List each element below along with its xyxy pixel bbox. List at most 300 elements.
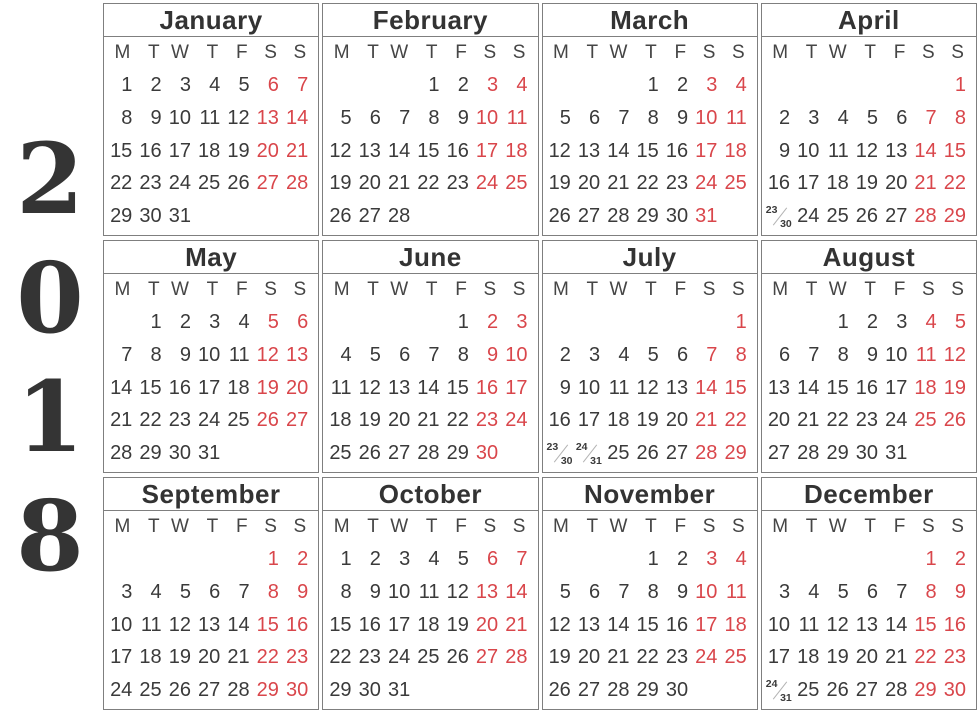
date-cell: 13 xyxy=(198,613,221,636)
date-cell-empty xyxy=(605,544,634,577)
date-cell: 28 xyxy=(914,205,937,228)
weekday-label: F xyxy=(674,279,687,301)
date-cell-empty xyxy=(284,437,313,470)
month-body xyxy=(543,511,757,709)
date-cell: 24 xyxy=(198,409,221,432)
date-cell: 5 xyxy=(559,581,571,604)
date-cell-empty xyxy=(795,70,824,103)
week-row xyxy=(547,200,752,233)
date-cell: 21 xyxy=(417,409,440,432)
date-cell: 28 xyxy=(110,442,133,465)
week-row xyxy=(108,576,313,609)
date-cell: 24 xyxy=(885,409,908,432)
date-cell: 20 xyxy=(855,646,879,669)
date-cell: 21 xyxy=(110,409,133,432)
date-cell-empty xyxy=(824,70,853,103)
date-cell-empty xyxy=(474,200,503,233)
date-cell: 1 xyxy=(267,548,279,571)
date-cell: 3 xyxy=(516,311,528,334)
month-body xyxy=(323,274,537,472)
date-cell: 9 xyxy=(676,581,689,604)
date-cell: 24 xyxy=(797,205,820,228)
date-cell: 13 xyxy=(387,376,411,399)
weekday-label: F xyxy=(235,42,248,64)
date-cell: 4 xyxy=(516,74,528,97)
week-row xyxy=(766,642,971,675)
weekday-label: M xyxy=(552,42,569,64)
month-june xyxy=(322,240,538,473)
weekday-label: T xyxy=(805,279,818,301)
date-cell: 16 xyxy=(665,613,689,636)
date-cell: 19 xyxy=(227,139,250,162)
date-cell: 3 xyxy=(896,311,908,334)
date-cell: 24 xyxy=(110,679,133,702)
date-cell-empty xyxy=(854,70,883,103)
date-cell: 3 xyxy=(706,548,718,571)
weekday-label: T xyxy=(425,42,438,64)
date-cell xyxy=(766,674,795,707)
month-body xyxy=(762,511,976,709)
date-cell: 27 xyxy=(285,409,309,432)
date-cell: 6 xyxy=(487,548,499,571)
date-cell: 17 xyxy=(168,139,191,162)
date-cell: 18 xyxy=(724,139,747,162)
weekday-label: T xyxy=(206,516,219,538)
weekday-label: S xyxy=(921,279,935,301)
weekday-label: S xyxy=(702,279,716,301)
weekday-label: T xyxy=(586,516,599,538)
date-cell-empty xyxy=(576,544,605,577)
date-cell-empty xyxy=(196,200,225,233)
date-cell: 13 xyxy=(256,107,279,130)
month-november xyxy=(542,477,758,710)
month-may xyxy=(103,240,319,473)
date-cell: 2 xyxy=(559,344,571,367)
date-cell: 13 xyxy=(577,139,601,162)
date-cell: 27 xyxy=(387,442,411,465)
date-cell: 30 xyxy=(665,679,689,702)
week-row xyxy=(547,102,752,135)
date-cell: 29 xyxy=(636,205,659,228)
date-cell: 14 xyxy=(387,139,411,162)
date-cell: 29 xyxy=(724,442,747,465)
week-row xyxy=(108,102,313,135)
date-cell: 2 xyxy=(297,548,309,571)
combined-date-top: 23 xyxy=(765,203,778,216)
date-cell: 26 xyxy=(943,409,966,432)
combined-date-bottom: 30 xyxy=(780,217,792,230)
weekday-header-row xyxy=(766,37,971,70)
date-cell: 13 xyxy=(885,139,908,162)
date-cell: 19 xyxy=(446,613,469,636)
date-cell: 21 xyxy=(607,172,630,195)
date-cell: 8 xyxy=(954,107,966,130)
date-cell: 4 xyxy=(735,74,747,97)
date-cell: 4 xyxy=(209,74,221,97)
date-cell: 9 xyxy=(150,107,162,130)
week-row xyxy=(547,168,752,201)
date-cell: 23 xyxy=(943,646,966,669)
week-row xyxy=(108,168,313,201)
date-cell: 10 xyxy=(110,613,133,636)
date-cell-empty xyxy=(474,674,503,707)
date-cell: 29 xyxy=(914,679,937,702)
date-cell: 29 xyxy=(139,442,162,465)
date-cell: 29 xyxy=(826,442,849,465)
date-cell: 21 xyxy=(387,172,411,195)
date-cell: 4 xyxy=(340,344,352,367)
date-cell: 12 xyxy=(168,613,191,636)
date-cell-empty xyxy=(605,70,634,103)
date-cell: 31 xyxy=(885,442,908,465)
date-cell-empty xyxy=(883,544,912,577)
date-cell: 23 xyxy=(358,646,381,669)
date-cell: 30 xyxy=(358,679,381,702)
month-title: April xyxy=(762,4,976,37)
date-cell: 27 xyxy=(577,205,601,228)
date-cell: 10 xyxy=(505,344,528,367)
date-cell: 15 xyxy=(636,613,659,636)
date-cell: 25 xyxy=(826,205,849,228)
date-cell: 16 xyxy=(475,376,499,399)
week-row xyxy=(766,168,971,201)
date-cell: 1 xyxy=(647,74,659,97)
weekday-label: F xyxy=(674,42,687,64)
date-cell: 14 xyxy=(607,613,630,636)
date-cell: 22 xyxy=(110,172,133,195)
week-row xyxy=(327,372,532,405)
date-cell-empty xyxy=(357,70,386,103)
date-cell: 7 xyxy=(121,344,133,367)
date-cell: 18 xyxy=(826,172,849,195)
date-cell: 12 xyxy=(358,376,381,399)
date-cell: 13 xyxy=(285,344,309,367)
date-cell-empty xyxy=(415,307,444,340)
week-row xyxy=(547,576,752,609)
date-cell-empty xyxy=(795,544,824,577)
date-cell: 2 xyxy=(676,548,689,571)
date-cell: 7 xyxy=(516,548,528,571)
date-cell-empty xyxy=(503,674,532,707)
date-cell: 26 xyxy=(548,205,571,228)
date-cell: 20 xyxy=(387,409,411,432)
combined-date-bottom: 31 xyxy=(590,454,602,467)
week-row xyxy=(108,437,313,470)
date-cell: 5 xyxy=(837,581,849,604)
weekday-label: T xyxy=(805,516,818,538)
weekday-label: T xyxy=(645,42,657,64)
date-cell: 13 xyxy=(665,376,689,399)
week-row xyxy=(547,437,752,470)
week-row xyxy=(327,437,532,470)
date-cell: 25 xyxy=(505,172,528,195)
date-cell: 9 xyxy=(778,139,791,162)
date-cell: 20 xyxy=(577,646,601,669)
date-cell: 19 xyxy=(636,409,659,432)
weekday-label: W xyxy=(390,42,409,64)
weekday-label: S xyxy=(483,516,497,538)
date-cell xyxy=(766,200,795,233)
date-cell: 20 xyxy=(256,139,279,162)
date-cell: 12 xyxy=(855,139,879,162)
weekday-label: S xyxy=(293,279,307,301)
week-row xyxy=(766,544,971,577)
date-cell: 27 xyxy=(577,679,601,702)
date-cell: 6 xyxy=(209,581,221,604)
week-row xyxy=(766,307,971,340)
date-cell: 9 xyxy=(676,107,689,130)
weekday-label: W xyxy=(390,279,409,301)
date-cell: 20 xyxy=(767,409,791,432)
week-row xyxy=(766,339,971,372)
date-cell: 11 xyxy=(418,581,440,604)
date-cell: 8 xyxy=(428,107,440,130)
month-october xyxy=(322,477,538,710)
week-row xyxy=(327,70,532,103)
month-title: December xyxy=(762,478,976,511)
date-cell: 18 xyxy=(417,613,440,636)
date-cell: 6 xyxy=(676,344,689,367)
weekday-label: S xyxy=(732,279,745,301)
weekday-label: F xyxy=(455,516,467,538)
date-cell: 19 xyxy=(329,172,352,195)
date-cell-empty xyxy=(167,544,196,577)
date-cell: 20 xyxy=(475,613,499,636)
date-cell: 1 xyxy=(428,74,440,97)
date-cell: 18 xyxy=(139,646,162,669)
date-cell: 4 xyxy=(238,311,250,334)
weekday-label: M xyxy=(114,516,131,538)
weekday-label: M xyxy=(552,516,569,538)
date-cell: 14 xyxy=(607,139,630,162)
weekday-label: S xyxy=(921,42,935,64)
date-cell: 29 xyxy=(943,205,966,228)
date-cell: 26 xyxy=(358,442,381,465)
week-row xyxy=(108,70,313,103)
date-cell: 17 xyxy=(387,613,411,636)
date-cell: 30 xyxy=(665,205,689,228)
weekday-label: S xyxy=(293,516,307,538)
week-row xyxy=(327,102,532,135)
week-row xyxy=(327,307,532,340)
date-cell: 28 xyxy=(607,205,630,228)
date-cell-empty xyxy=(547,307,576,340)
weekday-header-row xyxy=(327,511,532,544)
date-cell-empty xyxy=(664,307,693,340)
date-cell: 19 xyxy=(855,172,879,195)
date-cell: 15 xyxy=(914,613,937,636)
date-cell: 6 xyxy=(399,344,411,367)
date-cell: 8 xyxy=(267,581,279,604)
date-cell xyxy=(576,437,605,470)
date-cell: 22 xyxy=(943,172,966,195)
date-cell: 11 xyxy=(915,344,937,367)
date-cell: 24 xyxy=(387,646,411,669)
date-cell: 17 xyxy=(110,646,133,669)
date-cell: 16 xyxy=(665,139,689,162)
month-january xyxy=(103,3,319,236)
weekday-label: T xyxy=(805,42,818,64)
date-cell: 25 xyxy=(724,172,747,195)
date-cell: 2 xyxy=(150,74,162,97)
date-cell: 11 xyxy=(798,613,820,636)
weekday-label: S xyxy=(293,42,307,64)
date-cell: 16 xyxy=(855,376,879,399)
date-cell-empty xyxy=(386,70,415,103)
date-cell: 23 xyxy=(168,409,191,432)
date-cell-empty xyxy=(912,70,941,103)
date-cell: 9 xyxy=(866,344,879,367)
month-body xyxy=(543,37,757,235)
date-cell: 15 xyxy=(256,613,279,636)
date-cell: 12 xyxy=(636,376,659,399)
date-cell: 10 xyxy=(695,107,718,130)
combined-date xyxy=(547,441,573,467)
week-row xyxy=(108,135,313,168)
date-cell: 25 xyxy=(198,172,221,195)
date-cell: 14 xyxy=(110,376,133,399)
date-cell: 25 xyxy=(724,646,747,669)
weekday-label: T xyxy=(864,42,877,64)
date-cell-empty xyxy=(693,307,722,340)
weekday-label: F xyxy=(455,42,467,64)
date-cell: 14 xyxy=(914,139,937,162)
date-cell: 26 xyxy=(855,205,879,228)
weekday-label: S xyxy=(732,42,745,64)
date-cell: 18 xyxy=(505,139,528,162)
date-cell: 23 xyxy=(475,409,499,432)
date-cell-empty xyxy=(196,544,225,577)
month-title: July xyxy=(543,241,757,274)
date-cell: 21 xyxy=(797,409,820,432)
date-cell: 12 xyxy=(446,581,469,604)
date-cell: 22 xyxy=(329,646,352,669)
date-cell-empty xyxy=(576,307,605,340)
date-cell: 12 xyxy=(548,613,571,636)
date-cell: 28 xyxy=(505,646,528,669)
date-cell: 28 xyxy=(797,442,820,465)
date-cell: 18 xyxy=(329,409,352,432)
week-row xyxy=(108,307,313,340)
date-cell: 2 xyxy=(954,548,966,571)
date-cell: 18 xyxy=(607,409,630,432)
week-row xyxy=(547,339,752,372)
date-cell: 23 xyxy=(855,409,879,432)
date-cell: 9 xyxy=(487,344,499,367)
date-cell: 20 xyxy=(885,172,908,195)
date-cell: 18 xyxy=(198,139,221,162)
weekday-label: W xyxy=(609,279,628,301)
date-cell: 24 xyxy=(695,172,718,195)
date-cell: 30 xyxy=(475,442,499,465)
date-cell: 9 xyxy=(297,581,309,604)
weekday-label: T xyxy=(864,279,877,301)
date-cell: 14 xyxy=(695,376,718,399)
date-cell: 14 xyxy=(505,581,528,604)
date-cell: 31 xyxy=(168,205,191,228)
weekday-label: M xyxy=(333,42,350,64)
week-row xyxy=(108,674,313,707)
date-cell: 23 xyxy=(446,172,469,195)
weekday-header-row xyxy=(547,274,752,307)
month-august xyxy=(761,240,977,473)
week-row xyxy=(766,609,971,642)
month-body xyxy=(104,274,318,472)
date-cell: 4 xyxy=(428,548,440,571)
date-cell: 29 xyxy=(329,679,352,702)
weekday-label: S xyxy=(264,516,277,538)
weekday-label: F xyxy=(455,279,467,301)
date-cell: 5 xyxy=(457,548,469,571)
date-cell: 14 xyxy=(227,613,250,636)
month-march xyxy=(542,3,758,236)
date-cell: 29 xyxy=(110,205,133,228)
date-cell: 11 xyxy=(506,107,528,130)
weekday-header-row xyxy=(547,37,752,70)
date-cell: 9 xyxy=(457,107,469,130)
date-cell: 22 xyxy=(446,409,469,432)
date-cell: 25 xyxy=(914,409,937,432)
weekday-label: W xyxy=(171,516,189,538)
weekday-label: T xyxy=(148,279,160,301)
date-cell: 14 xyxy=(797,376,820,399)
date-cell: 2 xyxy=(369,548,381,571)
week-row xyxy=(327,339,532,372)
date-cell: 1 xyxy=(647,548,659,571)
date-cell: 26 xyxy=(636,442,659,465)
month-february xyxy=(322,3,538,236)
week-row xyxy=(327,544,532,577)
date-cell-empty xyxy=(766,307,795,340)
weekday-label: T xyxy=(645,516,657,538)
date-cell: 27 xyxy=(855,679,879,702)
weekday-header-row xyxy=(108,37,313,70)
date-cell: 22 xyxy=(636,646,659,669)
weekday-label: S xyxy=(702,42,716,64)
week-row xyxy=(108,405,313,438)
date-cell: 7 xyxy=(297,74,309,97)
date-cell: 27 xyxy=(665,442,689,465)
date-cell: 21 xyxy=(227,646,250,669)
week-row xyxy=(327,200,532,233)
weekday-label: T xyxy=(148,516,160,538)
weekday-header-row xyxy=(327,37,532,70)
week-row xyxy=(766,372,971,405)
date-cell: 30 xyxy=(285,679,309,702)
date-cell: 27 xyxy=(885,205,908,228)
weekday-label: T xyxy=(206,42,219,64)
date-cell: 25 xyxy=(797,679,820,702)
weekday-header-row xyxy=(108,274,313,307)
month-title: September xyxy=(104,478,318,511)
date-cell-empty xyxy=(766,70,795,103)
month-april xyxy=(761,3,977,236)
date-cell: 20 xyxy=(358,172,381,195)
date-cell: 15 xyxy=(417,139,440,162)
date-cell: 28 xyxy=(607,679,630,702)
week-row xyxy=(108,544,313,577)
week-row xyxy=(547,405,752,438)
date-cell: 22 xyxy=(636,172,659,195)
date-cell: 6 xyxy=(369,107,381,130)
date-cell-empty xyxy=(327,70,356,103)
weekday-label: S xyxy=(483,42,497,64)
date-cell: 1 xyxy=(837,311,849,334)
weekday-label: S xyxy=(264,279,277,301)
weekday-label: M xyxy=(772,279,789,301)
week-row xyxy=(766,200,971,233)
month-title: March xyxy=(543,4,757,37)
